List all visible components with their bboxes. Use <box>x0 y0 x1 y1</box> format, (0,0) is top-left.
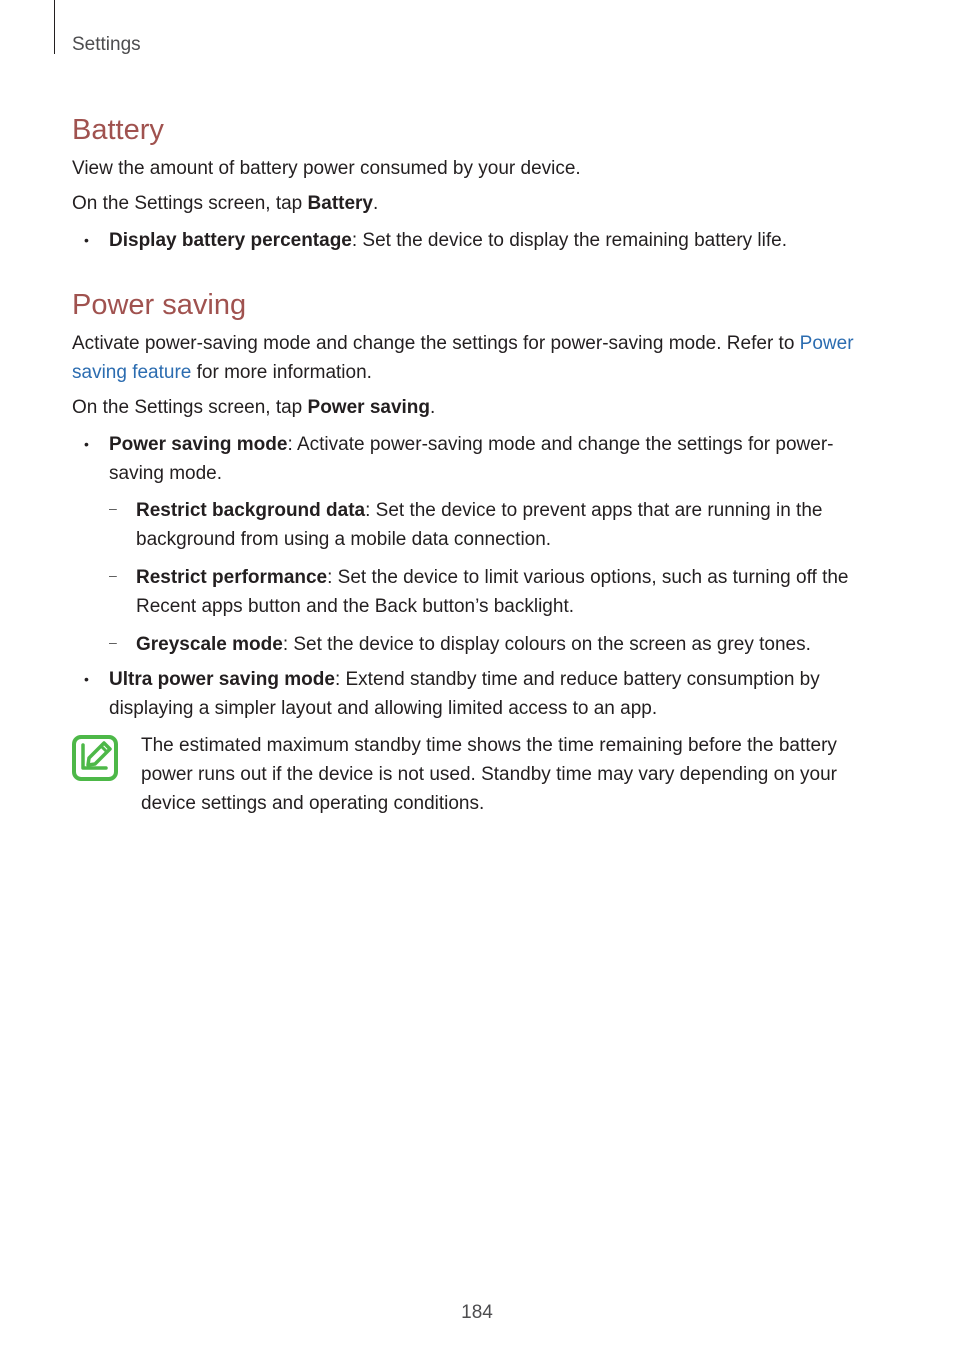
tap-prefix: On the Settings screen, tap <box>72 397 308 418</box>
tap-target: Battery <box>307 193 374 214</box>
tap-suffix: . <box>430 397 436 418</box>
sub-list-item <box>109 630 882 659</box>
page-number: 184 <box>461 1302 493 1323</box>
suboption-desc: : Set the device to limit various options, such as turning off the Recent apps button and the Back button’s backlight. <box>136 567 849 617</box>
power-saving-options-list <box>72 430 882 723</box>
option-desc: : Extend standby time and reduce battery consumption by displaying a simpler layout and allowing limited access to an app. <box>109 669 820 719</box>
running-head: Settings <box>72 34 141 55</box>
option-term: Display battery percentage <box>109 230 352 251</box>
battery-intro: View the amount of battery power consumed by your device. <box>72 158 581 179</box>
battery-options-list <box>72 226 882 255</box>
suboption-term: Greyscale mode <box>136 634 283 655</box>
note-pencil-icon <box>72 735 118 781</box>
suboption-term: Restrict performance <box>136 567 328 588</box>
suboption-term: Restrict background data <box>136 500 366 521</box>
list-item <box>72 430 882 659</box>
tap-target: Power saving <box>307 397 431 418</box>
battery-section-title: Battery <box>72 114 164 146</box>
intro-text: Activate power-saving mode and change the settings for power-saving mode. Refer to <box>72 333 800 354</box>
sub-list-item <box>109 563 882 621</box>
power-saving-feature-link[interactable]: Power saving feature <box>72 333 854 383</box>
suboption-desc: : Set the device to prevent apps that are running in the background from using a mobile data connection. <box>136 500 823 550</box>
note-box <box>72 731 882 818</box>
power-saving-tap-instruction <box>72 393 882 422</box>
intro-suffix: for more information. <box>191 362 372 383</box>
option-desc: : Set the device to display the remaining battery life. <box>351 230 788 251</box>
battery-tap-instruction <box>72 189 882 218</box>
note-text: The estimated maximum standby time shows the time remaining before the battery power runs out if the device is not used. Standby time may vary depending on your device settings and operating conditions. <box>141 735 838 814</box>
tap-suffix: . <box>373 193 379 214</box>
tap-prefix: On the Settings screen, tap <box>72 193 308 214</box>
page-content <box>72 110 882 818</box>
power-saving-section-title: Power saving <box>72 289 247 321</box>
option-desc: : Activate power-saving mode and change the settings for power-saving mode. <box>109 434 834 484</box>
power-saving-intro <box>72 329 882 387</box>
list-item <box>72 665 882 723</box>
sub-list-item <box>109 496 882 554</box>
option-term: Ultra power saving mode <box>109 669 335 690</box>
header-rule <box>54 0 55 54</box>
option-term: Power saving mode <box>109 434 288 455</box>
power-saving-mode-suboptions <box>109 496 882 659</box>
list-item <box>72 226 882 255</box>
suboption-desc: : Set the device to display colours on the screen as grey tones. <box>282 634 811 655</box>
